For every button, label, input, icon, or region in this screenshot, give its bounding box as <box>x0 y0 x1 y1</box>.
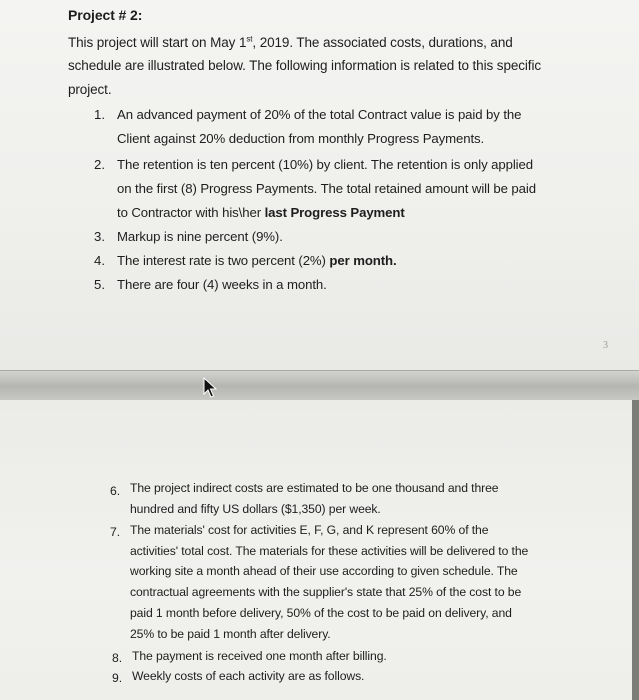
list-item-text: to Contractor with his\her last Progress Payment <box>117 205 405 220</box>
list-item-text: The interest rate is two percent (2%) per month. <box>117 253 397 268</box>
intro-line-1: This project will start on May 1st, 2019. The associated costs, durations, and <box>68 34 513 50</box>
list-item-text: An advanced payment of 20% of the total Contract value is paid by the <box>117 107 522 122</box>
page-break-gap <box>0 370 639 401</box>
list-number: 9. <box>112 671 123 685</box>
list-item-text: on the first (8) Progress Payments. The total retained amount will be paid <box>117 181 536 196</box>
list-number: 2. <box>94 157 105 172</box>
project-heading: Project # 2: <box>68 7 143 23</box>
list-number: 6. <box>110 484 121 498</box>
list-item-text: working site a month ahead of their use according to given schedule. The <box>130 564 518 578</box>
list-item-text: The project indirect costs are estimated to be one thousand and three <box>130 481 499 495</box>
list-item-text: Weekly costs of each activity are as follows. <box>132 669 365 683</box>
list-item-text: Client against 20% deduction from monthly Progress Payments. <box>117 131 485 146</box>
list-number: 1. <box>94 107 105 122</box>
list-item-text: The payment is received one month after billing. <box>132 649 387 663</box>
list-item-text: The retention is ten percent (10%) by client. The retention is only applied <box>117 157 533 172</box>
list-item-text: 25% to be paid 1 month after delivery. <box>130 627 331 641</box>
intro-line-3: project. <box>68 82 112 97</box>
page-edge-shadow <box>632 400 639 700</box>
list-item-text: Markup is nine percent (9%). <box>117 229 283 244</box>
list-number: 4. <box>94 253 105 268</box>
list-item-text: The materials' cost for activities E, F, G, and K represent 60% of the <box>130 523 489 537</box>
list-item-text: paid 1 month before delivery, 50% of the cost to be paid on delivery, and <box>130 606 512 620</box>
intro-line-2: schedule are illustrated below. The following information is related to this specific <box>68 58 542 73</box>
list-item-text: There are four (4) weeks in a month. <box>117 277 327 292</box>
list-number: 3. <box>94 229 105 244</box>
list-item-text: contractual agreements with the supplier's state that 25% of the cost to be <box>130 585 522 599</box>
mouse-cursor-icon <box>203 377 219 399</box>
list-item-text: activities' total cost. The materials for these activities will be delivered to the <box>130 544 529 558</box>
list-number: 7. <box>110 525 121 539</box>
page-number: 3 <box>603 340 608 351</box>
list-item-text: hundred and fifty US dollars ($1,350) per week. <box>130 502 381 516</box>
list-number: 5. <box>94 277 105 292</box>
list-number: 8. <box>112 651 123 665</box>
